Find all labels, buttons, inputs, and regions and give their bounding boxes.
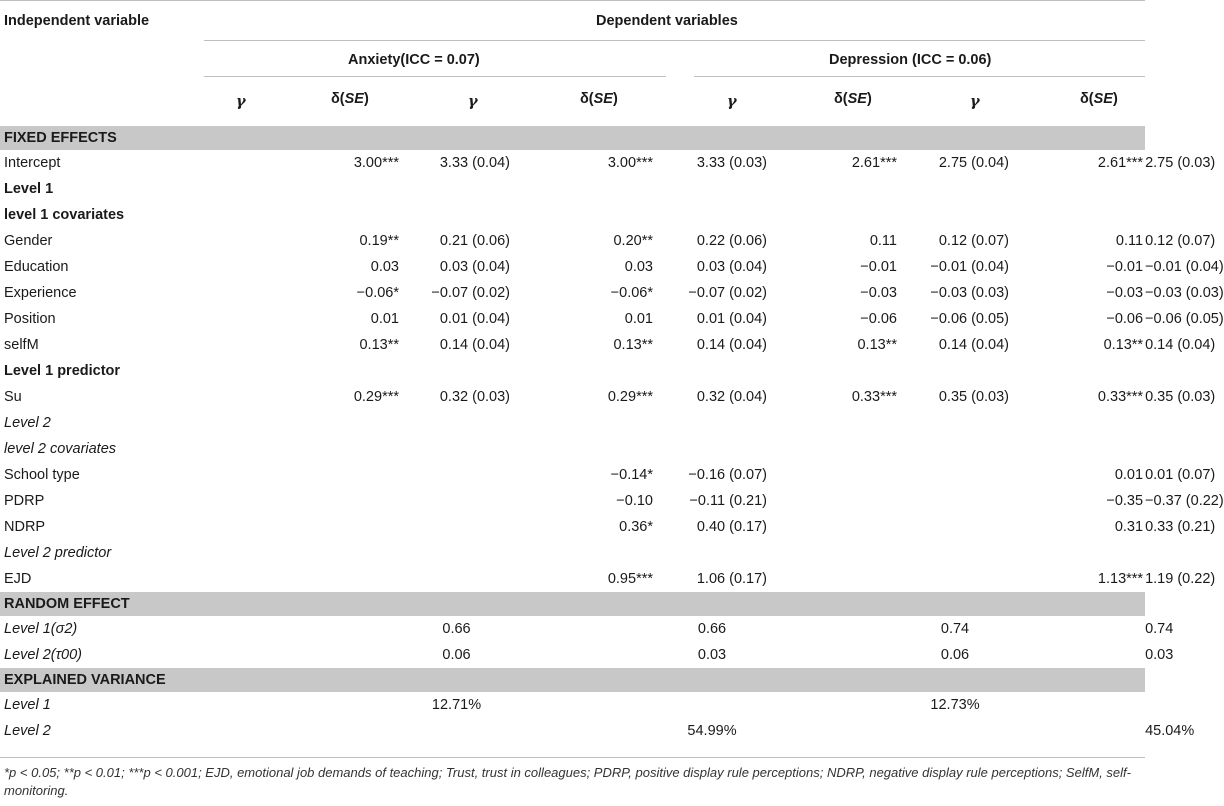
gamma-header: γ xyxy=(970,93,980,110)
row-label: Level 2(τ00) xyxy=(4,647,82,663)
delta-se-cell xyxy=(655,692,769,718)
delta-se-cell xyxy=(401,514,512,540)
gamma-cell: 3.00*** xyxy=(353,155,399,171)
delta-se-cell: 0.40 (0.17) xyxy=(696,519,767,535)
table-row: Education 0.03 0.03 (0.04) 0.03 0.03 (0.04) −0.01 −0.01 (0.04) −0.01 −0.01 (0.04) xyxy=(0,254,1145,280)
spacer-cell xyxy=(204,642,263,668)
gamma-cell xyxy=(1011,202,1145,228)
row-label: Level 2 predictor xyxy=(4,545,112,561)
gamma-cell xyxy=(512,540,655,566)
gamma-cell xyxy=(263,488,401,514)
gamma-cell: 0.11 xyxy=(1115,233,1144,249)
anxiety-group-rule xyxy=(204,76,666,77)
gamma-cell: 0.13** xyxy=(613,337,653,353)
gamma-cell xyxy=(263,718,401,744)
spacer-cell xyxy=(204,202,263,228)
depression-group-rule xyxy=(694,76,1145,77)
delta-se-cell: 0.32 (0.04) xyxy=(696,389,767,405)
delta-se-cell: 12.73% xyxy=(930,697,980,713)
spacer-cell xyxy=(204,410,263,436)
gamma-cell xyxy=(1011,176,1145,202)
table-row: Level 2(τ00) 0.06 0.03 0.06 0.03 xyxy=(0,642,1145,668)
table-bottom-rule xyxy=(0,757,1145,758)
gamma-cell: 0.33*** xyxy=(851,389,897,405)
delta-se-cell: 0.01 (0.04) xyxy=(439,311,510,327)
results-table xyxy=(0,126,1224,744)
delta-se-cell: −0.07 (0.02) xyxy=(688,285,767,301)
anxiety-group-heading: Anxiety(ICC = 0.07) xyxy=(348,52,480,68)
gamma-cell: −0.06 xyxy=(860,311,897,327)
spacer-cell xyxy=(204,306,263,332)
gamma-cell xyxy=(512,436,655,462)
delta-se-cell: 3.33 (0.04) xyxy=(439,155,510,171)
gamma-cell: 0.31 xyxy=(1114,519,1144,535)
delta-se-cell: 3.33 (0.03) xyxy=(696,155,767,171)
delta-se-cell: 0.66 xyxy=(697,621,727,637)
gamma-cell xyxy=(769,718,899,744)
gamma-cell xyxy=(263,410,401,436)
delta-se-cell: −0.16 (0.07) xyxy=(688,467,767,483)
gamma-cell: 0.11 xyxy=(869,233,897,249)
gamma-cell: 0.01 xyxy=(1114,467,1144,483)
row-label: selfM xyxy=(4,337,39,353)
gamma-cell xyxy=(769,202,899,228)
gamma-cell: 0.95*** xyxy=(607,571,653,587)
delta-se-cell: 0.03 (0.04) xyxy=(439,259,510,275)
table-row: Level 1(σ2) 0.66 0.66 0.74 0.74 xyxy=(0,616,1145,642)
spacer-cell xyxy=(204,358,263,384)
gamma-cell xyxy=(1011,692,1145,718)
table-header xyxy=(0,0,1145,126)
gamma-cell: −0.03 xyxy=(1106,285,1144,301)
spacer-cell xyxy=(204,332,263,358)
gamma-cell xyxy=(263,202,401,228)
delta-se-cell xyxy=(655,540,769,566)
gamma-cell xyxy=(769,616,899,642)
row-label: Level 1 xyxy=(4,697,51,713)
gamma-cell xyxy=(769,540,899,566)
delta-se-cell xyxy=(899,718,1011,744)
delta-se-cell: −0.07 (0.02) xyxy=(431,285,510,301)
delta-se-cell: 0.21 (0.06) xyxy=(439,233,510,249)
delta-se-cell: 0.06 xyxy=(442,647,471,663)
delta-se-cell xyxy=(899,488,1011,514)
header-rule xyxy=(204,40,1145,41)
gamma-cell xyxy=(769,462,899,488)
gamma-header: γ xyxy=(468,93,478,110)
table-row xyxy=(0,176,1145,202)
delta-se-cell: 0.03 (0.04) xyxy=(696,259,767,275)
delta-se-cell: 0.01 (0.04) xyxy=(696,311,767,327)
gamma-cell xyxy=(512,176,655,202)
delta-se-cell xyxy=(401,176,512,202)
spacer-cell xyxy=(204,540,263,566)
table-row: selfM 0.13** 0.14 (0.04) 0.13** 0.14 (0.04) 0.13** 0.14 (0.04) 0.13** 0.14 (0.04) xyxy=(0,332,1145,358)
delta-se-cell: 54.99% xyxy=(687,723,737,739)
delta-se-cell: 0.06 xyxy=(940,647,970,663)
row-label: Gender xyxy=(4,233,53,249)
delta-se-header: δ(SE) xyxy=(331,91,369,107)
delta-se-cell xyxy=(899,436,1011,462)
gamma-cell: 0.03 xyxy=(370,259,399,275)
spacer-cell xyxy=(204,176,263,202)
gamma-cell xyxy=(769,692,899,718)
section-label: FIXED EFFECTS xyxy=(0,126,1145,150)
gamma-cell: 0.36* xyxy=(619,519,653,535)
delta-se-cell: 0.22 (0.06) xyxy=(696,233,767,249)
spacer-cell xyxy=(204,616,263,642)
gamma-cell xyxy=(263,692,401,718)
row-label: level 1 covariates xyxy=(4,207,125,223)
gamma-cell xyxy=(769,642,899,668)
delta-se-cell: 2.75 (0.04) xyxy=(938,155,1009,171)
delta-se-cell xyxy=(401,488,512,514)
delta-se-cell: 0.03 xyxy=(697,647,727,663)
table-footnote: *p < 0.05; **p < 0.01; ***p < 0.001; EJD, emotional job demands of teaching; Trust, trust in colleagues; PDRP, positive display rule perceptions; NDRP, negative display rule perceptions; SelfM, self-monitoring. xyxy=(4,765,1131,798)
table-row xyxy=(0,540,1145,566)
row-label: Level 2 xyxy=(4,415,51,431)
spacer-cell xyxy=(204,436,263,462)
table-row xyxy=(0,410,1145,436)
gamma-cell xyxy=(1011,642,1145,668)
independent-variable-heading: Independent variable xyxy=(4,13,150,29)
gamma-cell: −0.01 xyxy=(860,259,897,275)
delta-se-cell xyxy=(899,176,1011,202)
gamma-cell xyxy=(1011,358,1145,384)
delta-se-cell: 0.35 (0.03) xyxy=(938,389,1009,405)
row-label: Intercept xyxy=(4,155,61,171)
delta-se-cell xyxy=(401,410,512,436)
delta-se-cell: −0.11 (0.21) xyxy=(689,493,767,509)
table-row: Intercept 3.00*** 3.33 (0.04) 3.00*** 3.33 (0.03) 2.61*** 2.75 (0.04) 2.61*** 2.75 (0.03) xyxy=(0,150,1145,176)
row-label: Position xyxy=(4,311,56,327)
delta-se-cell: 12.71% xyxy=(431,697,482,713)
gamma-cell xyxy=(769,176,899,202)
table-row xyxy=(0,436,1145,462)
delta-se-cell: −0.06 (0.05) xyxy=(930,311,1009,327)
depression-group-heading: Depression (ICC = 0.06) xyxy=(829,52,992,68)
gamma-cell xyxy=(263,176,401,202)
spacer-cell xyxy=(204,462,263,488)
gamma-cell xyxy=(263,514,401,540)
gamma-cell xyxy=(769,358,899,384)
gamma-cell: 0.29*** xyxy=(353,389,399,405)
gamma-cell: 3.00*** xyxy=(607,155,653,171)
delta-se-cell xyxy=(899,540,1011,566)
gamma-cell: −0.06* xyxy=(356,285,399,301)
gamma-cell xyxy=(263,540,401,566)
table-row xyxy=(0,692,1145,718)
delta-se-cell: 0.12 (0.07) xyxy=(938,233,1009,249)
section-header-row xyxy=(0,126,1145,150)
gamma-cell xyxy=(1011,540,1145,566)
gamma-cell: 0.01 xyxy=(624,311,653,327)
delta-se-cell xyxy=(401,358,512,384)
delta-se-cell: 0.14 (0.04) xyxy=(439,337,510,353)
row-label: School type xyxy=(4,467,80,483)
gamma-cell: 0.03 xyxy=(624,259,653,275)
dependent-variables-heading: Dependent variables xyxy=(596,13,738,29)
gamma-cell: −0.06* xyxy=(610,285,653,301)
delta-se-cell xyxy=(401,202,512,228)
row-label: NDRP xyxy=(4,519,46,535)
gamma-cell: 0.13** xyxy=(359,337,399,353)
gamma-cell xyxy=(769,410,899,436)
delta-se-cell xyxy=(899,514,1011,540)
section-header-row xyxy=(0,668,1145,692)
row-label: Level 1 xyxy=(4,181,54,197)
delta-se-cell: −0.03 (0.03) xyxy=(930,285,1009,301)
delta-se-cell xyxy=(401,540,512,566)
table-row: EJD 0.95*** 1.06 (0.17) 1.13*** 1.19 (0.22) xyxy=(0,566,1145,592)
spacer-cell xyxy=(204,514,263,540)
table-row: Su 0.29*** 0.32 (0.03) 0.29*** 0.32 (0.04) 0.33*** 0.35 (0.03) 0.33*** 0.35 (0.03) xyxy=(0,384,1145,410)
gamma-cell xyxy=(263,462,401,488)
gamma-cell xyxy=(1011,410,1145,436)
row-label: PDRP xyxy=(4,493,45,509)
spacer-cell xyxy=(204,566,263,592)
table-row: NDRP 0.36* 0.40 (0.17) 0.31 0.33 (0.21) xyxy=(0,514,1145,540)
gamma-cell: 0.29*** xyxy=(607,389,653,405)
gamma-cell: 0.13** xyxy=(857,337,897,353)
table-row: PDRP −0.10 −0.11 (0.21) −0.35 −0.37 (0.22) xyxy=(0,488,1145,514)
delta-se-cell: 0.32 (0.03) xyxy=(439,389,510,405)
table-row xyxy=(0,358,1145,384)
row-label: EJD xyxy=(4,571,32,587)
delta-se-cell xyxy=(401,566,512,592)
delta-se-cell xyxy=(655,410,769,436)
gamma-cell: 0.01 xyxy=(370,311,399,327)
gamma-cell: 0.13** xyxy=(1103,337,1144,353)
gamma-cell xyxy=(1011,616,1145,642)
delta-se-cell xyxy=(899,358,1011,384)
table-row: Level 2 54.99% 45.04% xyxy=(0,718,1145,744)
spacer-cell xyxy=(204,488,263,514)
row-label: level 2 covariates xyxy=(4,441,117,457)
table-row: Position 0.01 0.01 (0.04) 0.01 0.01 (0.04) −0.06 −0.06 (0.05) −0.06 −0.06 (0.05) xyxy=(0,306,1145,332)
table-row: School type −0.14* −0.16 (0.07) 0.01 0.01 (0.07) xyxy=(0,462,1145,488)
spacer-cell xyxy=(204,228,263,254)
gamma-cell xyxy=(263,566,401,592)
delta-se-cell xyxy=(401,718,512,744)
section-label: RANDOM EFFECT xyxy=(0,592,1145,616)
gamma-cell xyxy=(512,358,655,384)
gamma-cell xyxy=(769,514,899,540)
spacer-cell xyxy=(204,150,263,176)
delta-se-cell xyxy=(655,176,769,202)
gamma-cell xyxy=(1011,718,1145,744)
gamma-cell xyxy=(263,358,401,384)
section-header-row xyxy=(0,592,1145,616)
row-label: Experience xyxy=(4,285,77,301)
delta-se-cell xyxy=(899,202,1011,228)
table-row: Gender 0.19** 0.21 (0.06) 0.20** 0.22 (0.06) 0.11 0.12 (0.07) 0.11 0.12 (0.07) xyxy=(0,228,1145,254)
gamma-cell: −0.10 xyxy=(616,493,653,509)
gamma-cell: 0.19** xyxy=(359,233,399,249)
delta-se-cell xyxy=(655,358,769,384)
row-label: Level 1 predictor xyxy=(4,363,121,379)
delta-se-cell: 0.74 xyxy=(940,621,970,637)
gamma-cell: −0.35 xyxy=(1106,493,1144,509)
gamma-cell: −0.06 xyxy=(1106,311,1144,327)
spacer-cell xyxy=(204,254,263,280)
gamma-cell xyxy=(769,436,899,462)
delta-se-cell: 0.14 (0.04) xyxy=(938,337,1009,353)
gamma-cell: 0.33*** xyxy=(1097,389,1144,405)
gamma-cell: −0.03 xyxy=(860,285,897,301)
delta-se-cell xyxy=(401,462,512,488)
row-label: Su xyxy=(4,389,22,405)
gamma-header: γ xyxy=(727,93,737,110)
gamma-cell: −0.14* xyxy=(610,467,653,483)
spacer-cell xyxy=(204,718,263,744)
row-label: Level 1(σ2) xyxy=(4,621,78,637)
delta-se-header: δ(SE) xyxy=(834,91,872,107)
gamma-cell xyxy=(512,202,655,228)
delta-se-cell: 0.14 (0.04) xyxy=(696,337,767,353)
gamma-cell: 0.20** xyxy=(613,233,653,249)
gamma-cell xyxy=(512,642,655,668)
gamma-cell: 2.61*** xyxy=(851,155,897,171)
gamma-cell xyxy=(512,616,655,642)
delta-se-cell xyxy=(899,410,1011,436)
gamma-cell xyxy=(769,488,899,514)
delta-se-header: δ(SE) xyxy=(580,91,618,107)
spacer-cell xyxy=(204,692,263,718)
delta-se-cell xyxy=(655,202,769,228)
delta-se-cell: −0.01 (0.04) xyxy=(930,259,1009,275)
delta-se-cell: 0.66 xyxy=(442,621,471,637)
gamma-cell xyxy=(769,566,899,592)
gamma-cell xyxy=(512,410,655,436)
gamma-cell xyxy=(263,616,401,642)
gamma-cell xyxy=(512,692,655,718)
delta-se-cell xyxy=(899,566,1011,592)
spacer-cell xyxy=(204,280,263,306)
gamma-cell xyxy=(1011,436,1145,462)
delta-se-header: δ(SE) xyxy=(1080,91,1118,107)
gamma-cell xyxy=(512,718,655,744)
gamma-cell: −0.01 xyxy=(1106,259,1144,275)
table-row: Experience −0.06* −0.07 (0.02) −0.06* −0.07 (0.02) −0.03 −0.03 (0.03) −0.03 −0.03 (0.03) xyxy=(0,280,1145,306)
gamma-header: γ xyxy=(236,93,246,110)
table-row xyxy=(0,202,1145,228)
gamma-cell: 1.13*** xyxy=(1097,571,1144,587)
delta-se-cell xyxy=(655,436,769,462)
delta-se-cell xyxy=(401,436,512,462)
delta-se-cell xyxy=(899,462,1011,488)
row-label: Education xyxy=(4,259,69,275)
gamma-cell xyxy=(263,642,401,668)
delta-se-cell: 1.06 (0.17) xyxy=(696,571,767,587)
row-label: Level 2 xyxy=(4,723,51,739)
spacer-cell xyxy=(204,384,263,410)
gamma-cell xyxy=(263,436,401,462)
section-label: EXPLAINED VARIANCE xyxy=(0,668,1145,692)
gamma-cell: 2.61*** xyxy=(1097,155,1144,171)
table-body xyxy=(0,126,1224,744)
